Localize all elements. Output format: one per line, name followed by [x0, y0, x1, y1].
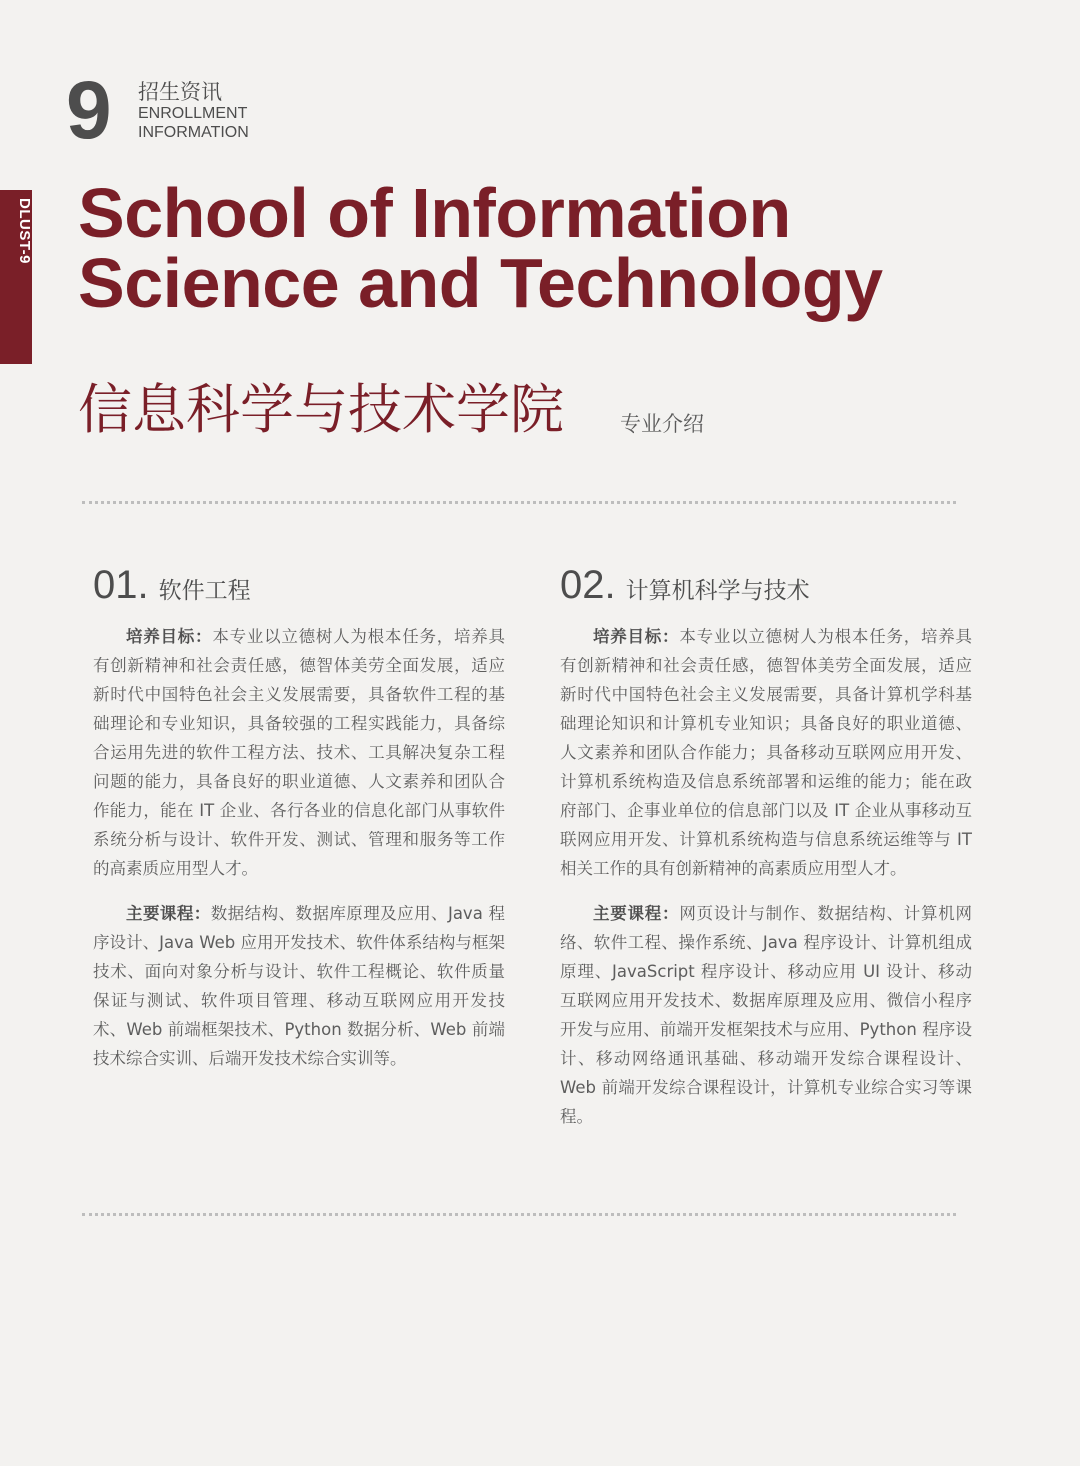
main-courses-text: 网页设计与制作、数据结构、计算机网络、软件工程、操作系统、Java 程序设计、计算机组成原理、JavaScript 程序设计、移动应用 UI 设计、移动互联网应用开发技术、数据库原理及应用、微信小程序开发与应用、前端开发框架技术与应用、Python 程序设计、移动网络通讯基础、移动端开发综合课程设计、Web 前端开发综合课程设计，计算机专业综合实习等课程。 — [560, 904, 973, 1126]
major-name: 计算机科学与技术 — [625, 578, 810, 604]
major-name: 软件工程 — [158, 578, 251, 604]
page-title-en — [78, 174, 1038, 322]
main-courses-label: 主要课程： — [593, 904, 680, 923]
main-courses-label: 主要课程： — [126, 904, 211, 923]
section-label-zh: 招生资讯 — [138, 80, 222, 104]
main-courses-paragraph — [93, 899, 505, 1073]
major-number: 01. — [93, 563, 149, 607]
side-tab-label: DLUST-9 — [16, 198, 33, 265]
major-number: 02. — [560, 563, 616, 607]
training-goal-label: 培养目标： — [593, 627, 680, 646]
page-title-en-line1: School of Information — [78, 174, 791, 252]
page-title-en-line2: Science and Technology — [78, 244, 883, 322]
training-goal-text: 本专业以立德树人为根本任务，培养具有创新精神和社会责任感，德智体美劳全面发展，适应新时代中国特色社会主义发展需要，具备软件工程的基础理论和专业知识，具备较强的工程实践能力，具备综合运用先进的软件工程方法、技术、工具解决复杂工程问题的能力，具备良好的职业道德、人文素养和团队合作能力，能在 IT 企业、各行各业的信息化部门从事软件系统分析与设计、软件开发、测试、管理和服务等工作的高素质应用型人才。 — [93, 627, 506, 878]
bottom-divider — [82, 1213, 956, 1216]
top-divider — [82, 501, 956, 504]
training-goal-label: 培养目标： — [126, 627, 213, 646]
major-column-software-engineering — [93, 562, 505, 1089]
training-goal-paragraph — [560, 622, 972, 883]
section-label — [138, 80, 249, 142]
section-label-en-line2: INFORMATION — [138, 124, 249, 141]
page-subtitle: 专业介绍 — [620, 412, 704, 436]
main-courses-paragraph — [560, 899, 972, 1131]
major-heading — [93, 562, 505, 608]
training-goal-paragraph — [93, 622, 505, 883]
page-number: 9 — [66, 65, 112, 156]
side-tab — [0, 190, 32, 364]
major-column-computer-science — [560, 562, 972, 1147]
training-goal-text: 本专业以立德树人为根本任务，培养具有创新精神和社会责任感，德智体美劳全面发展，适应新时代中国特色社会主义发展需要，具备计算机学科基础理论知识和计算机专业知识；具备良好的职业道德、人文素养和团队合作能力；具备移动互联网应用开发、计算机系统构造及信息系统部署和运维的能力；能在政府部门、企事业单位的信息部门以及 IT 企业从事移动互联网应用开发、计算机系统构造与信息系统运维等与 IT 相关工作的具有创新精神的高素质应用型人才。 — [560, 627, 973, 878]
section-label-en-line1: ENROLLMENT — [138, 105, 248, 122]
page-title-zh: 信息科学与技术学院 — [78, 378, 564, 441]
major-heading — [560, 562, 972, 608]
main-courses-text: 数据结构、数据库原理及应用、Java 程序设计、Java Web 应用开发技术、软件体系结构与框架技术、面向对象分析与设计、软件工程概论、软件质量保证与测试、软件项目管理、移动互联网应用开发技术、Web 前端框架技术、Python 数据分析、Web 前端技术综合实训、后端开发技术综合实训等。 — [93, 904, 506, 1068]
